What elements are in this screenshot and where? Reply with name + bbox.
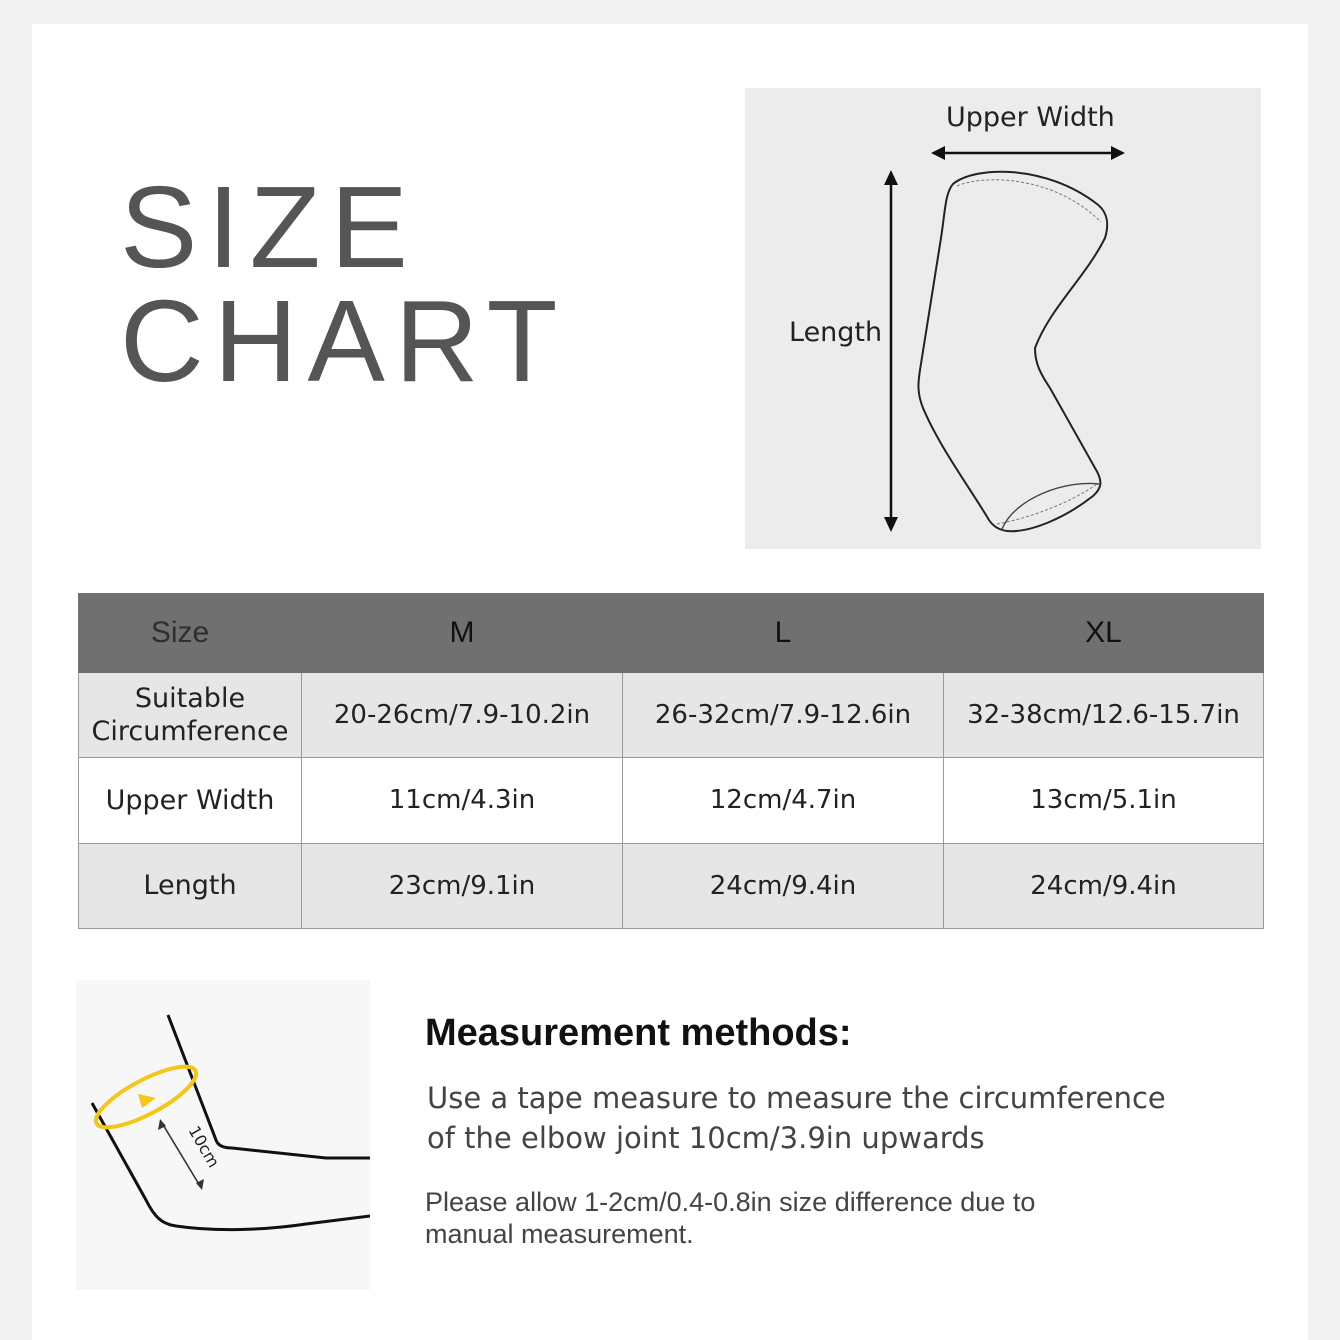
table-row [79,673,1264,758]
table-cell: 11cm/4.3in [302,758,623,843]
row-label-line: Circumference [91,716,289,748]
instruction-line: of the elbow joint 10cm/3.9in upwards [427,1121,985,1155]
note-line: Please allow 1-2cm/0.4-0.8in size difference due to [425,1187,1036,1217]
table-row [79,843,1264,928]
table-cell: 24cm/9.4in [944,843,1264,928]
measure-illustration [76,980,370,1290]
size-header: Size [79,594,302,673]
row-label-upper-width: Upper Width [79,758,302,843]
table-cell: 20-26cm/7.9-10.2in [302,673,623,758]
size-table [78,593,1264,929]
measurement-note [425,1186,1185,1250]
row-label-line: Suitable [134,683,246,715]
table-cell: 13cm/5.1in [944,758,1264,843]
sleeve-diagram [745,88,1261,549]
table-cell: 12cm/4.7in [623,758,944,843]
upper-width-label: Upper Width [946,102,1115,133]
table-cell: 24cm/9.4in [623,843,944,928]
length-label: Length [789,317,883,348]
size-l-header: L [623,594,944,673]
measurement-title: Measurement methods: [425,1012,852,1054]
table-row [79,758,1264,843]
size-m-header: M [302,594,623,673]
title-line-chart: CHART [120,276,568,406]
note-line: manual measurement. [425,1219,694,1249]
table-header-row [79,594,1264,673]
arm-measure-icon [76,980,370,1290]
page-title [120,162,568,406]
instruction-line: Use a tape measure to measure the circumference [427,1081,1166,1115]
table-cell: 26-32cm/7.9-12.6in [623,673,944,758]
table-cell: 32-38cm/12.6-15.7in [944,673,1264,758]
distance-label: 10cm [184,1122,224,1171]
measurement-instructions [427,1078,1227,1158]
table-cell: 23cm/9.1in [302,843,623,928]
size-xl-header: XL [944,594,1264,673]
row-label-length: Length [79,843,302,928]
row-label-circumference [79,673,302,758]
title-line-size: SIZE [120,162,418,292]
